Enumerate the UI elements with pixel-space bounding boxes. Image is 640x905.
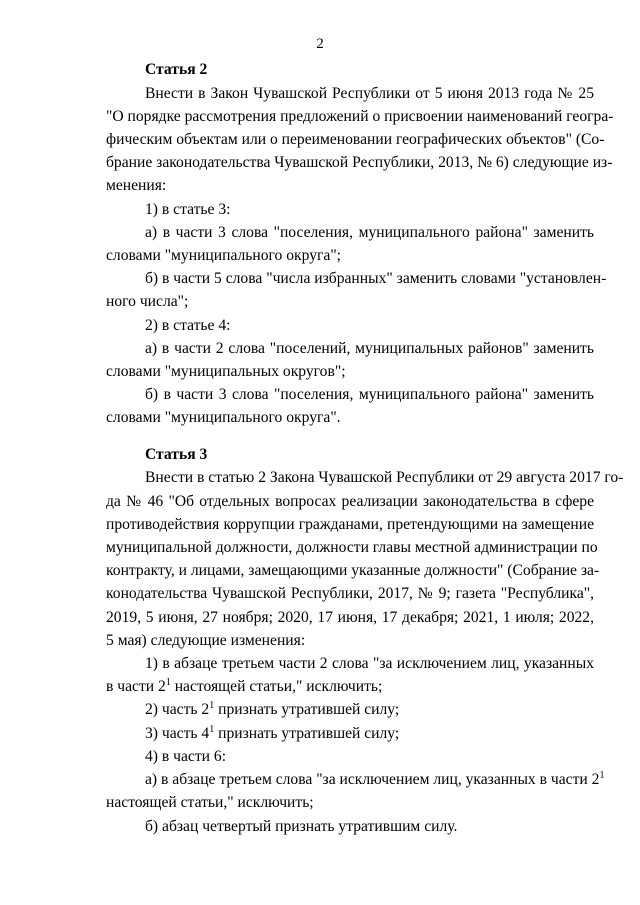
article-3-text: признать утратившей силу; (214, 725, 400, 742)
superscript: 1 (165, 677, 171, 688)
article-3-text: признать утратившей силу; (214, 701, 400, 718)
article-3-line: да № 46 "Об отдельных вопросах реализации законодательства в сфере (106, 493, 594, 510)
article-3-subitem: б) абзац четвертый признать утратившим силу. (145, 818, 458, 835)
article-3-line: муниципальной должности, должности главы местной администрации по (106, 539, 598, 556)
article-3-line: конодательства Чувашской Республики, 2017, № 9; газета "Республика", (106, 585, 594, 602)
article-2-subitem: словами "муниципального округа"; (106, 247, 342, 264)
article-2-subitem: словами "муниципального округа". (106, 409, 341, 426)
article-3-item: 1) в абзаце третьем части 2 слова "за исключением лиц, указанных (145, 655, 594, 672)
superscript: 1 (209, 724, 215, 735)
article-3-text: настоящей статьи," исключить; (170, 678, 383, 695)
article-3-text: 3) часть 4 (145, 725, 210, 742)
article-2-subitem: словами "муниципальных округов"; (106, 363, 346, 380)
article-2-subitem: б) в части 3 слова "поселения, муниципального района" заменить (145, 386, 594, 403)
article-3-item (106, 675, 382, 698)
article-3-item (145, 722, 399, 745)
article-3-line: контракту, и лицами, замещающими указанные должности" (Собрание за- (106, 562, 600, 579)
superscript: 1 (599, 770, 605, 781)
article-3-text: 2) часть 2 (145, 701, 210, 718)
article-3-line: противодействия коррупции гражданами, претендующими на замещение (106, 516, 594, 533)
article-2-line: брание законодательства Чувашской Республики, 2013, № 6) следующие из- (106, 154, 613, 171)
article-2-subitem: б) в части 5 слова "числа избранных" заменить словами "установлен- (145, 270, 607, 287)
article-2-subitem: а) в части 3 слова "поселения, муниципального района" заменить (145, 224, 594, 241)
article-3-item (145, 698, 399, 721)
article-2-line: фическим объектам или о переименовании географических объектов" (Со- (106, 131, 605, 148)
article-3-subitem (145, 768, 604, 791)
article-2-item: 1) в статье 3: (145, 201, 231, 218)
article-2-subitem: ного числа"; (106, 293, 189, 310)
article-3-text: а) в абзаце третьем слова "за исключением лиц, указанных в части 2 (145, 771, 600, 788)
article-3-text: в части 2 (106, 678, 166, 695)
article-2-item: 2) в статье 4: (145, 317, 231, 334)
page-number: 2 (316, 36, 324, 52)
article-3-heading: Статья 3 (145, 446, 208, 463)
article-2-subitem: а) в части 2 слова "поселений, муниципальных районов" заменить (145, 340, 594, 357)
article-2-line: менения: (106, 177, 167, 194)
superscript: 1 (209, 700, 215, 711)
article-2-line: Внести в Закон Чувашской Республики от 5 июня 2013 года № 25 (145, 85, 594, 102)
article-3-line: 2019, 5 июня, 27 ноября; 2020, 17 июня, 17 декабря; 2021, 1 июля; 2022, (106, 609, 594, 626)
article-3-line: Внести в статью 2 Закона Чувашской Республики от 29 августа 2017 го- (145, 469, 624, 486)
article-3-subitem: настоящей статьи," исключить; (106, 794, 314, 811)
article-3-item: 4) в части 6: (145, 748, 227, 765)
article-2-line: "О порядке рассмотрения предложений о присвоении наименований геогра- (106, 108, 614, 125)
article-3-line: 5 мая) следующие изменения: (106, 632, 306, 649)
article-2-heading: Статья 2 (145, 61, 208, 78)
